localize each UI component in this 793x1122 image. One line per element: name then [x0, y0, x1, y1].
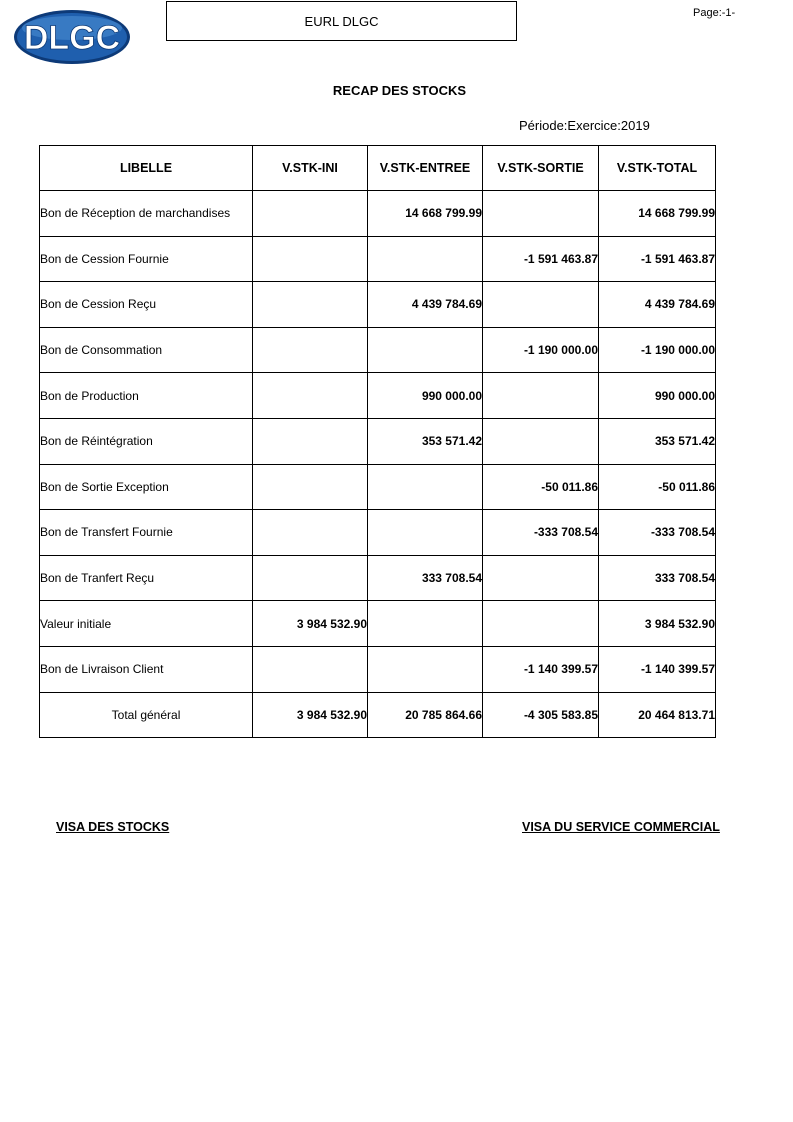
cell-stk-total: 14 668 799.99	[599, 191, 716, 237]
page-number: Page:-1-	[693, 7, 736, 19]
cell-libelle: Bon de Sortie Exception	[40, 464, 253, 510]
table-row	[40, 418, 716, 464]
cell-stk-sortie: -1 591 463.87	[483, 236, 599, 282]
cell-stk-sortie	[483, 282, 599, 328]
visa-commercial-label: VISA DU SERVICE COMMERCIAL	[522, 820, 720, 834]
table-row	[40, 327, 716, 373]
cell-stk-total: -1 190 000.00	[599, 327, 716, 373]
cell-libelle: Bon de Cession Fournie	[40, 236, 253, 282]
header-stk-total: V.STK-TOTAL	[599, 146, 716, 191]
header-stk-entree: V.STK-ENTREE	[368, 146, 483, 191]
cell-stk-ini	[253, 373, 368, 419]
period-label: Période:Exercice:2019	[519, 118, 650, 133]
cell-stk-sortie	[483, 191, 599, 237]
cell-stk-total: 990 000.00	[599, 373, 716, 419]
header-stk-sortie: V.STK-SORTIE	[483, 146, 599, 191]
cell-libelle: Bon de Transfert Fournie	[40, 510, 253, 556]
table-row	[40, 601, 716, 647]
cell-libelle: Bon de Livraison Client	[40, 646, 253, 692]
total-label: Total général	[40, 692, 253, 738]
table-header-row	[40, 146, 716, 191]
cell-libelle: Valeur initiale	[40, 601, 253, 647]
cell-stk-entree: 4 439 784.69	[368, 282, 483, 328]
stock-recap-table	[39, 145, 716, 738]
table-row	[40, 646, 716, 692]
cell-stk-entree	[368, 510, 483, 556]
cell-stk-entree: 14 668 799.99	[368, 191, 483, 237]
cell-stk-entree: 333 708.54	[368, 555, 483, 601]
cell-stk-total: -1 140 399.57	[599, 646, 716, 692]
cell-stk-ini	[253, 282, 368, 328]
cell-stk-ini	[253, 510, 368, 556]
company-name: EURL DLGC	[304, 13, 379, 29]
cell-stk-sortie: -333 708.54	[483, 510, 599, 556]
visa-stocks-label: VISA DES STOCKS	[56, 820, 170, 834]
cell-libelle: Bon de Cession Reçu	[40, 282, 253, 328]
header-libelle: LIBELLE	[40, 146, 253, 191]
company-name-box	[166, 1, 517, 41]
cell-stk-total: 3 984 532.90	[599, 601, 716, 647]
cell-stk-sortie: -1 190 000.00	[483, 327, 599, 373]
company-logo	[12, 8, 132, 66]
table-row	[40, 191, 716, 237]
header-stk-ini: V.STK-INI	[253, 146, 368, 191]
cell-stk-ini	[253, 327, 368, 373]
table-row	[40, 282, 716, 328]
cell-stk-total: 4 439 784.69	[599, 282, 716, 328]
table-row	[40, 510, 716, 556]
cell-stk-sortie: -1 140 399.57	[483, 646, 599, 692]
total-stk-total: 20 464 813.71	[599, 692, 716, 738]
total-stk-sortie: -4 305 583.85	[483, 692, 599, 738]
cell-libelle: Bon de Tranfert Reçu	[40, 555, 253, 601]
cell-stk-total: 333 708.54	[599, 555, 716, 601]
cell-stk-sortie	[483, 418, 599, 464]
table-row	[40, 555, 716, 601]
total-stk-ini: 3 984 532.90	[253, 692, 368, 738]
cell-libelle: Bon de Production	[40, 373, 253, 419]
report-title: RECAP DES STOCKS	[332, 83, 467, 98]
cell-stk-ini	[253, 464, 368, 510]
cell-stk-total: -1 591 463.87	[599, 236, 716, 282]
cell-stk-sortie	[483, 555, 599, 601]
cell-stk-entree	[368, 646, 483, 692]
cell-libelle: Bon de Réception de marchandises	[40, 191, 253, 237]
cell-stk-total: -333 708.54	[599, 510, 716, 556]
cell-stk-ini	[253, 646, 368, 692]
cell-libelle: Bon de Consommation	[40, 327, 253, 373]
total-row	[40, 692, 716, 738]
table-row	[40, 373, 716, 419]
cell-stk-ini	[253, 418, 368, 464]
logo-text: DLGC	[23, 19, 121, 57]
cell-stk-sortie	[483, 373, 599, 419]
cell-stk-ini	[253, 555, 368, 601]
cell-stk-entree	[368, 236, 483, 282]
cell-stk-entree	[368, 464, 483, 510]
cell-stk-sortie	[483, 601, 599, 647]
table-row	[40, 236, 716, 282]
cell-stk-entree: 353 571.42	[368, 418, 483, 464]
cell-stk-ini	[253, 191, 368, 237]
cell-stk-total: -50 011.86	[599, 464, 716, 510]
cell-stk-ini	[253, 236, 368, 282]
total-stk-entree: 20 785 864.66	[368, 692, 483, 738]
cell-stk-total: 353 571.42	[599, 418, 716, 464]
cell-stk-entree	[368, 327, 483, 373]
cell-stk-entree: 990 000.00	[368, 373, 483, 419]
cell-stk-ini: 3 984 532.90	[253, 601, 368, 647]
cell-stk-entree	[368, 601, 483, 647]
cell-libelle: Bon de Réintégration	[40, 418, 253, 464]
table-row	[40, 464, 716, 510]
cell-stk-sortie: -50 011.86	[483, 464, 599, 510]
